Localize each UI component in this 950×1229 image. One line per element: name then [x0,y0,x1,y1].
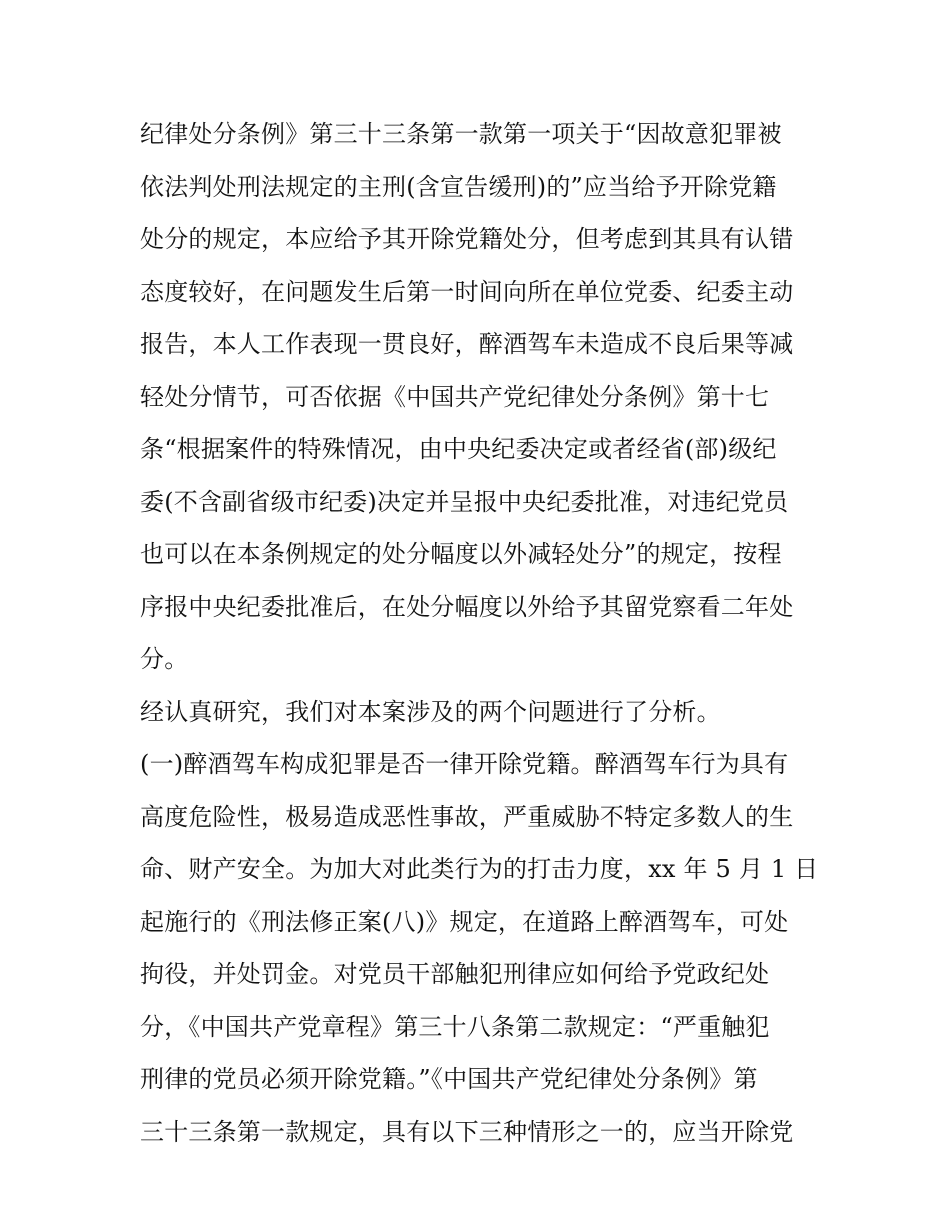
text-line: 纪律处分条例》第三十三条第一款第一项关于“因故意犯罪被 [140,120,782,148]
text-line: 高度危险性，极易造成恶性事故，严重威胁不特定多数人的生 [140,802,794,831]
text-line: 依法判处刑法规定的主刑(含宣告缓刑)的”应当给予开除党籍 [140,172,777,201]
text-line: (一)醉酒驾车构成犯罪是否一律开除党籍。醉酒驾车行为具有 [140,750,789,778]
text-line: 三十三条第一款规定，具有以下三种情形之一的，应当开除党 [140,1117,794,1146]
text-line: 轻处分情节，可否依据《中国共产党纪律处分条例》第十七 [140,382,770,411]
text-line: 经认真研究，我们对本案涉及的两个问题进行了分析。 [140,697,721,726]
text-line: 序报中央纪委批准后，在处分幅度以外给予其留党察看二年处 [140,592,794,621]
text-line: 也可以在本条例规定的处分幅度以外减轻处分”的规定，按程 [140,540,782,568]
text-line: 刑律的党员必须开除党籍。”《中国共产党纪律处分条例》第 [140,1065,758,1093]
text-line: 态度较好，在问题发生后第一时间向所在单位党委、纪委主动 [140,277,794,306]
text-line: 报告，本人工作表现一贯良好，醉酒驾车未造成不良后果等减 [140,330,794,358]
text-line: 委(不含副省级市纪委)决定并呈报中央纪委批准，对违纪党员 [140,487,789,516]
text-line: 起施行的《刑法修正案(八)》规定，在道路上醉酒驾车，可处 [140,907,789,936]
text-line: 拘役，并处罚金。对党员干部触犯刑律应如何给予党政纪处 [140,960,770,988]
document-body [140,108,830,1158]
text-line: 处分的规定，本应给予其开除党籍处分，但考虑到其具有认错 [140,225,794,253]
text-line: 分，《中国共产党章程》第三十八条第二款规定：“严重触犯 [140,1012,770,1041]
text-line: 分。 [140,645,189,673]
text-line: 命、财产安全。为加大对此类行为的打击力度，xx 年 5 月 1 日 [140,855,819,883]
text-line: 条“根据案件的特殊情况，由中央纪委决定或者经省(部)级纪 [140,435,777,463]
